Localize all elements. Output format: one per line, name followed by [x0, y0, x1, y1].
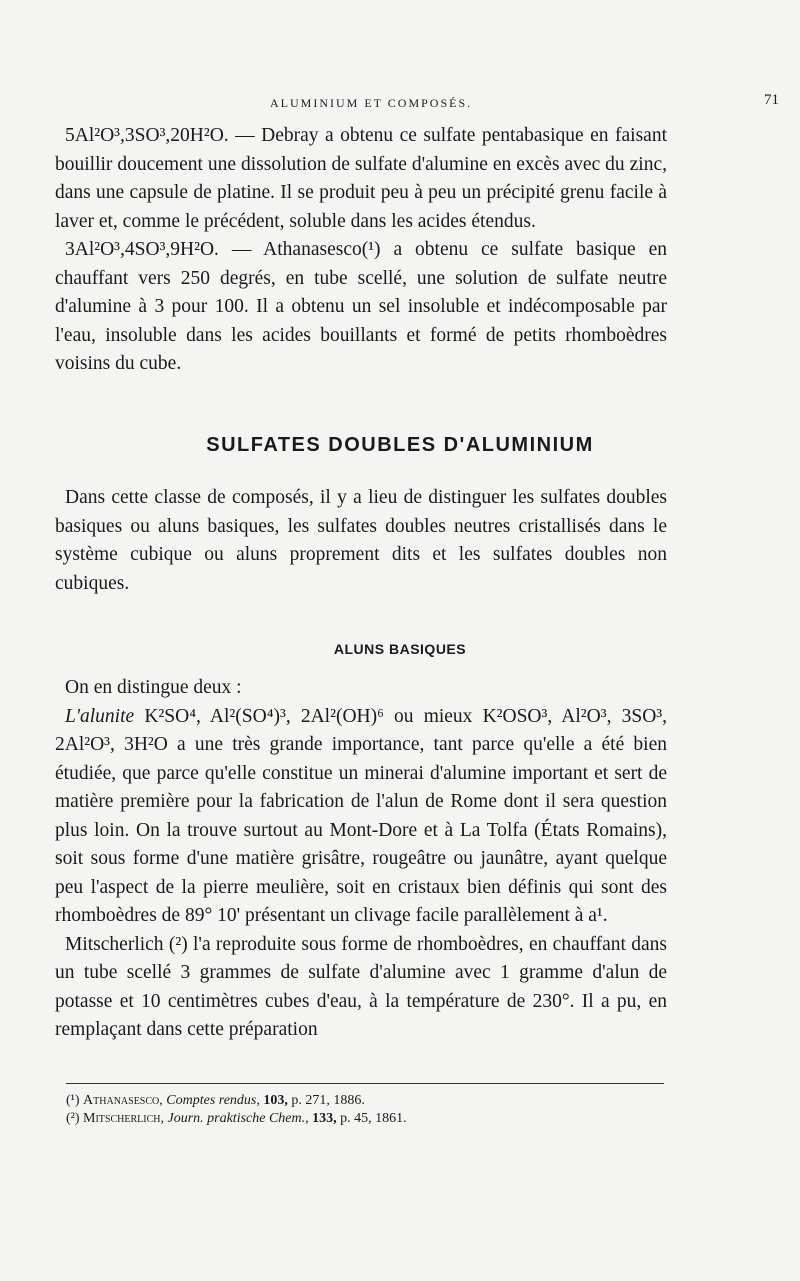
page-number: 71 [764, 92, 779, 108]
footnote-pages: p. 271, 1886. [287, 1093, 365, 1108]
subsection-heading: ALUNS BASIQUES [333, 641, 467, 657]
alunite-term: L'alunite [65, 705, 135, 727]
footnotes [66, 1092, 666, 1128]
footnote-2 [66, 1110, 666, 1128]
footnote-marker: (¹) [66, 1093, 80, 1108]
paragraph-alunite [55, 703, 667, 931]
footnote-pages: p. 45, 1861. [336, 1111, 407, 1126]
footnote-author: Mitscherlich, [83, 1111, 164, 1126]
paragraph-intro: On en distingue deux : [65, 677, 242, 698]
footnote-volume: 133, [312, 1111, 337, 1126]
paragraph-mitscherlich: Mitscherlich (²) l'a reproduite sous forme de rhomboèdres, en chauffant dans un tube scellé 3 grammes de sulfate d'alumine avec 1 gramme d'alun de potasse et 10 centimètres cubes d'eau, à la température de 230°. Il a pu, en remplaçant dans cette préparation [55, 933, 667, 1040]
paragraph-classification: Dans cette classe de composés, il y a lieu de distinguer les sulfates doubles basiques ou aluns basiques, les sulfates doubles neutres cristallisés dans le système cubique ou aluns proprement dits et les sulfates doubles non cubiques. [55, 487, 667, 594]
text-block-section [55, 484, 667, 598]
footnote-journal: Journ. praktische Chem., [167, 1111, 309, 1126]
footnote-divider [66, 1083, 664, 1084]
footnote-marker: (²) [66, 1111, 80, 1126]
paragraph-basic-sulfate: 3Al²O³,4SO³,9H²O. — Athanasesco(¹) a obtenu ce sulfate basique en chauffant vers 250 degrés, en tube scellé, une solution de sulfate neutre d'alumine à 3 pour 100. Il a obtenu un sel insoluble et indécomposable par l'eau, insoluble dans les acides bouillants et formé de petits rhomboèdres voisins du cube. [55, 239, 667, 374]
footnote-journal: Comptes rendus, [166, 1093, 260, 1108]
footnote-volume: 103, [263, 1093, 288, 1108]
running-title: ALUMINIUM ET COMPOSÉS. [270, 96, 473, 110]
alunite-description: K²SO⁴, Al²(SO⁴)³, 2Al²(OH)⁶ ou mieux K²OSO³, Al²O³, 3SO³, 2Al²O³, 3H²O a une très grande importance, tant parce qu'elle a été bien étudiée, que parce qu'elle constitue un minerai d'alumine important et sert de matière première pour la fabrication de l'alun de Rome dont il sera question plus loin. On la trouve surtout au Mont-Dore et à La Tolfa (États Romains), soit sous forme d'une matière grisâtre, rougeâtre ou jaunâtre, ayant quelque peu l'aspect de la pierre meulière, soit en cristaux bien définis qui sont des rhomboèdres de 89° 10' présentant un clivage facile parallèlement à a¹. [55, 705, 667, 926]
footnote-author: Athanasesco, [83, 1093, 163, 1108]
footnote-1 [66, 1092, 666, 1110]
paragraph-pentabasic-sulfate: 5Al²O³,3SO³,20H²O. — Debray a obtenu ce sulfate pentabasique en faisant bouillir doucement une dissolution de sulfate d'alumine en excès avec du zinc, dans une capsule de platine. Il se produit peu à peu un précipité grenu facile à laver et, comme le précédent, soluble dans les acides étendus. [55, 125, 667, 232]
text-block-top [55, 122, 667, 379]
section-heading: SULFATES DOUBLES D'ALUMINIUM [206, 434, 594, 456]
text-block-aluns [55, 674, 667, 1045]
